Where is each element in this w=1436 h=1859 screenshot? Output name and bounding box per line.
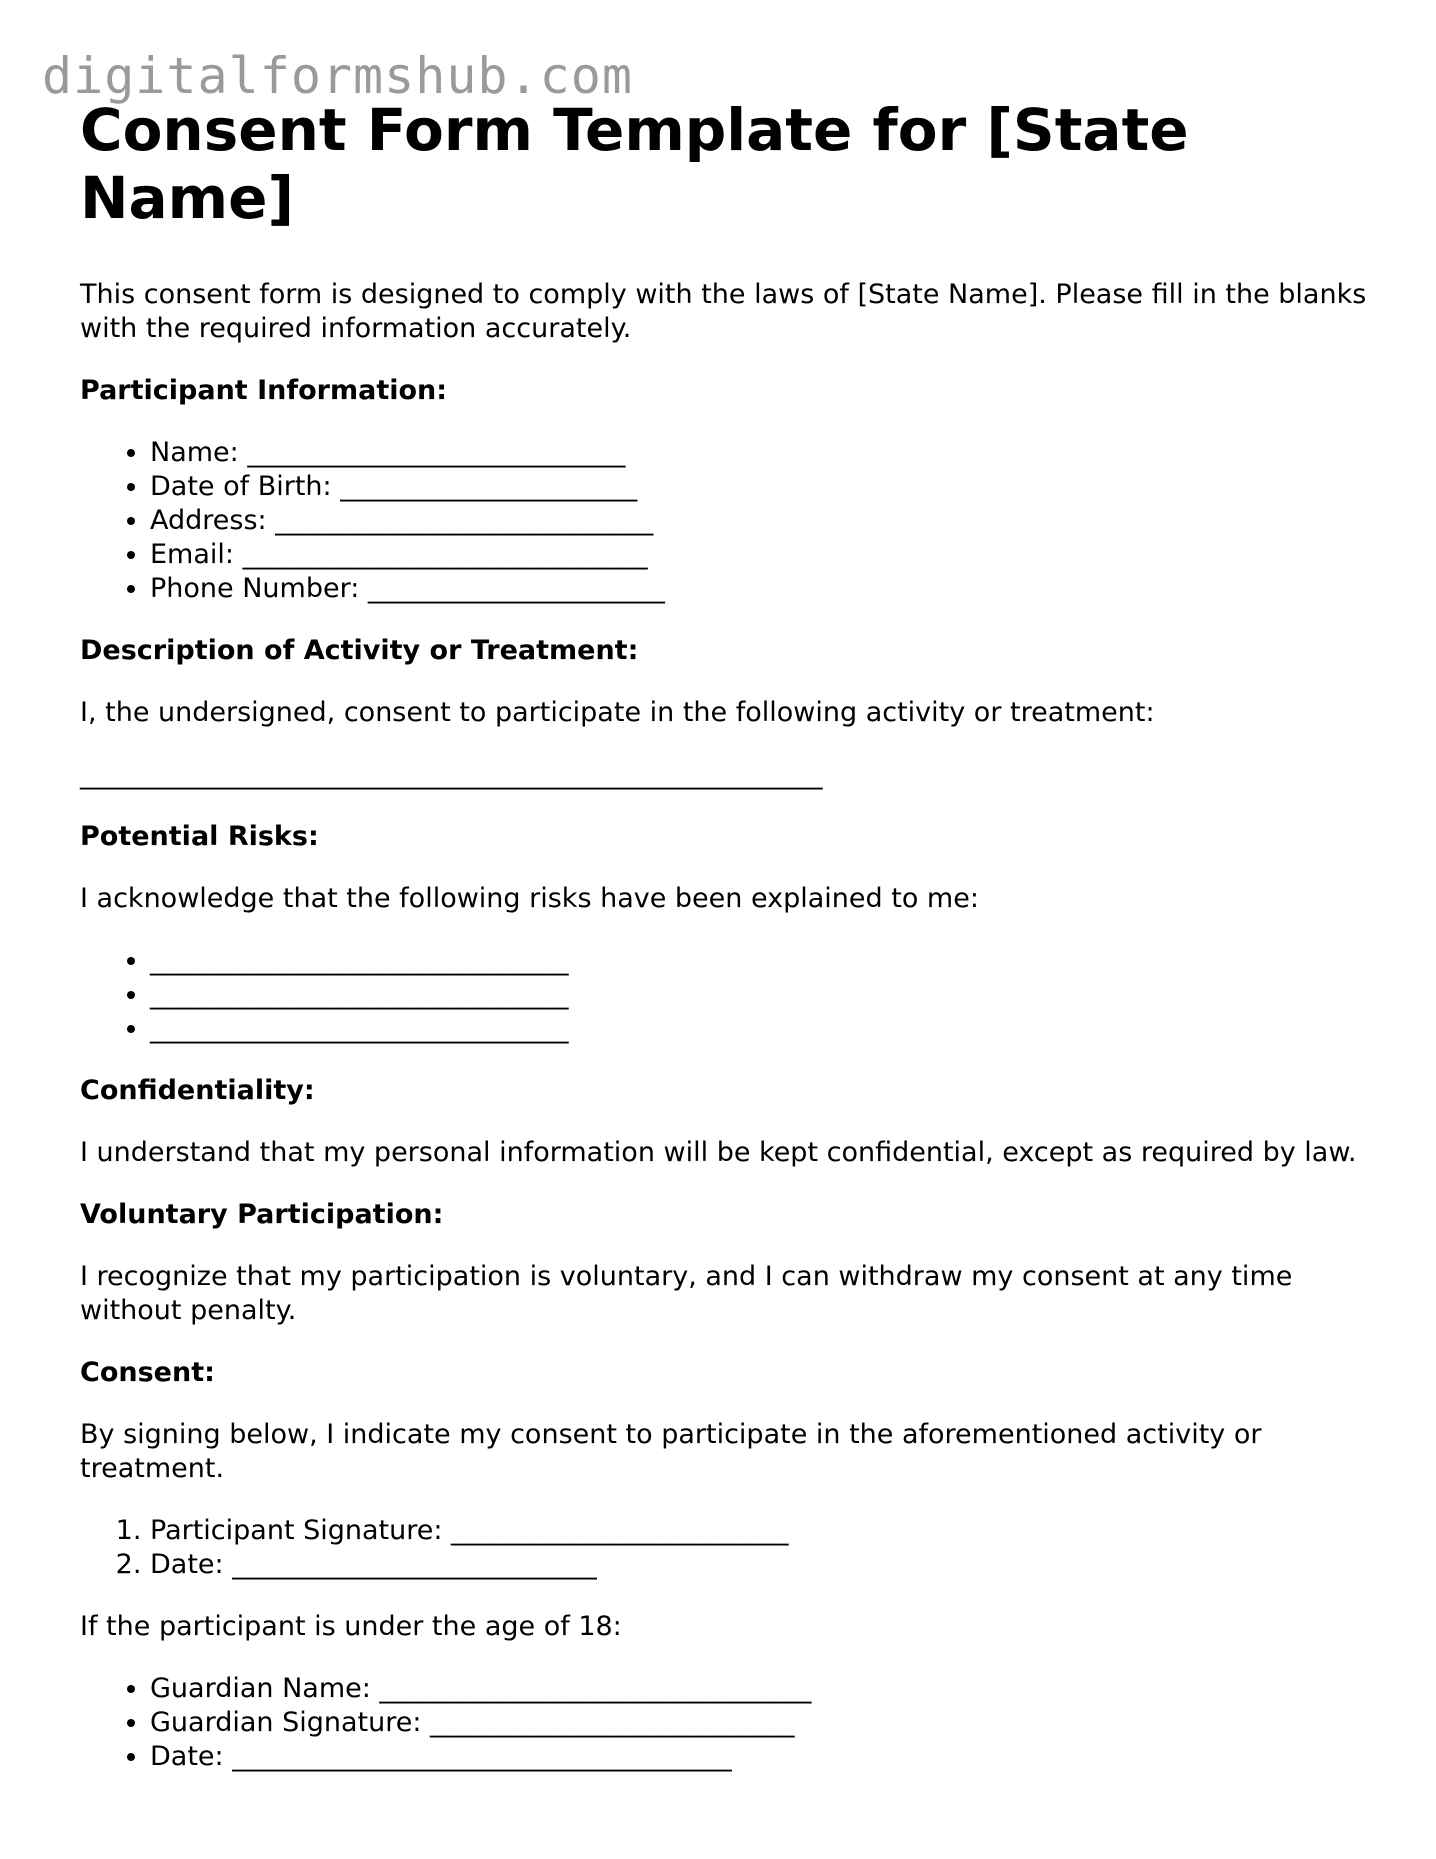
- confidentiality-heading: Confidentiality:: [80, 1075, 315, 1106]
- voluntary-paragraph: I recognize that my participation is voluntary, and I can withdraw my consent at any time without penalty.: [80, 1261, 1293, 1326]
- activity-heading: Description of Activity or Treatment:: [80, 635, 639, 666]
- activity-paragraph: I, the undersigned, consent to participate in the following activity or treatment:: [80, 697, 1155, 728]
- risks-list: [80, 944, 1370, 1046]
- consent-heading: Consent:: [80, 1357, 215, 1388]
- participant-fields-list: [80, 436, 1370, 606]
- guardian-name-field: • Guardian Name: ________________________________: [150, 1672, 1370, 1706]
- risk-blank-3: • _______________________________: [150, 1012, 1370, 1046]
- site-watermark: digitalformshub.com: [42, 47, 633, 105]
- signature-list: [80, 1514, 1370, 1582]
- voluntary-heading: Voluntary Participation:: [80, 1199, 444, 1230]
- participant-info-heading: Participant Information:: [80, 375, 448, 406]
- email-field: • Email: ______________________________: [150, 538, 1370, 572]
- name-field: • Name: ____________________________: [150, 436, 1370, 470]
- phone-number-field: • Phone Number: ______________________: [150, 572, 1370, 606]
- guardian-signature-field: • Guardian Signature: ___________________________: [150, 1706, 1370, 1740]
- confidentiality-paragraph: I understand that my personal information will be kept confidential, except as required by law.: [80, 1137, 1357, 1168]
- activity-blank-line: _______________________________________________________: [80, 759, 823, 790]
- guardian-paragraph: If the participant is under the age of 18:: [80, 1611, 622, 1642]
- intro-paragraph: This consent form is designed to comply with the laws of [State Name]. Please fill in the blanks with the required information accurately.: [80, 279, 1367, 344]
- guardian-date-field: • Date: _____________________________________: [150, 1740, 1370, 1774]
- risk-blank-2: • _______________________________: [150, 978, 1370, 1012]
- participant-signature-field: 1. Participant Signature: _________________________: [150, 1514, 1370, 1548]
- signature-date-field: 2. Date: ___________________________: [150, 1548, 1370, 1582]
- risks-paragraph: I acknowledge that the following risks have been explained to me:: [80, 883, 979, 914]
- consent-form-document: [80, 96, 1370, 1774]
- guardian-fields-list: [80, 1672, 1370, 1774]
- consent-paragraph: By signing below, I indicate my consent to participate in the aforementioned activity or treatment.: [80, 1419, 1262, 1484]
- risk-blank-1: • _______________________________: [150, 944, 1370, 978]
- document-title: Consent Form Template for [State Name]: [80, 96, 1189, 232]
- risks-heading: Potential Risks:: [80, 821, 319, 852]
- address-field: • Address: ____________________________: [150, 504, 1370, 538]
- date-of-birth-field: • Date of Birth: ______________________: [150, 470, 1370, 504]
